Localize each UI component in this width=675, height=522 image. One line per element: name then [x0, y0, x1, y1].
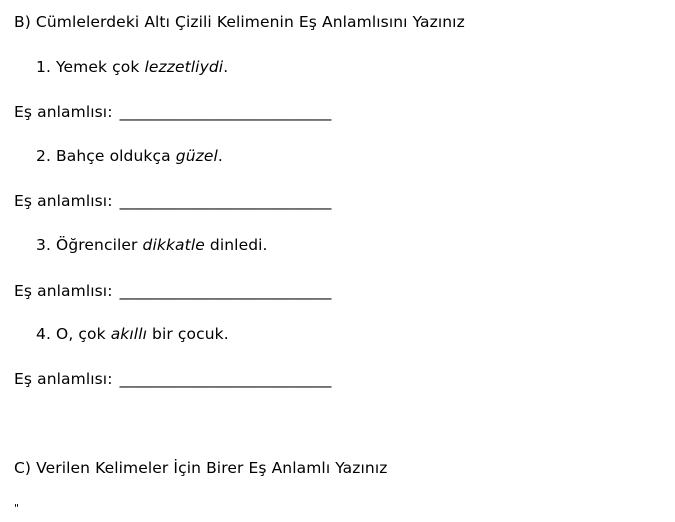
answer-blank[interactable]: ___________________________ [119, 103, 332, 121]
answer-line-2 [14, 191, 332, 211]
question-text-after: . [223, 58, 229, 76]
question-text-after: dinledi. [204, 236, 268, 254]
question-2 [36, 146, 223, 166]
question-4 [36, 324, 229, 344]
question-number: 4. [36, 325, 51, 343]
target-word: güzel [175, 147, 218, 165]
question-text-after: bir çocuk. [147, 325, 229, 343]
question-text-before: Öğrenciler [56, 236, 143, 254]
question-text-before: O, çok [56, 325, 111, 343]
question-1 [36, 57, 228, 77]
question-text-after: . [217, 147, 223, 165]
answer-label: Eş anlamlısı: [14, 282, 113, 300]
footer-mark: " [14, 502, 20, 515]
question-number: 1. [36, 58, 51, 76]
answer-line-1 [14, 102, 332, 122]
answer-blank[interactable]: ___________________________ [119, 282, 332, 300]
question-3 [36, 235, 268, 255]
question-text-before: Yemek çok [56, 58, 145, 76]
target-word: lezzetliydi [144, 58, 224, 76]
answer-label: Eş anlamlısı: [14, 192, 113, 210]
question-text-before: Bahçe oldukça [56, 147, 176, 165]
answer-blank[interactable]: ___________________________ [119, 370, 332, 388]
answer-label: Eş anlamlısı: [14, 370, 113, 388]
answer-label: Eş anlamlısı: [14, 103, 113, 121]
answer-line-4 [14, 369, 332, 389]
answer-blank[interactable]: ___________________________ [119, 192, 332, 210]
section-b-heading: B) Cümlelerdeki Altı Çizili Kelimenin Eş Anlamlısını Yazınız [14, 13, 465, 31]
question-number: 2. [36, 147, 51, 165]
question-number: 3. [36, 236, 51, 254]
answer-line-3 [14, 281, 332, 301]
target-word: dikkatle [142, 236, 205, 254]
section-c-heading: C) Verilen Kelimeler İçin Birer Eş Anlamlı Yazınız [14, 459, 388, 477]
target-word: akıllı [110, 325, 148, 343]
